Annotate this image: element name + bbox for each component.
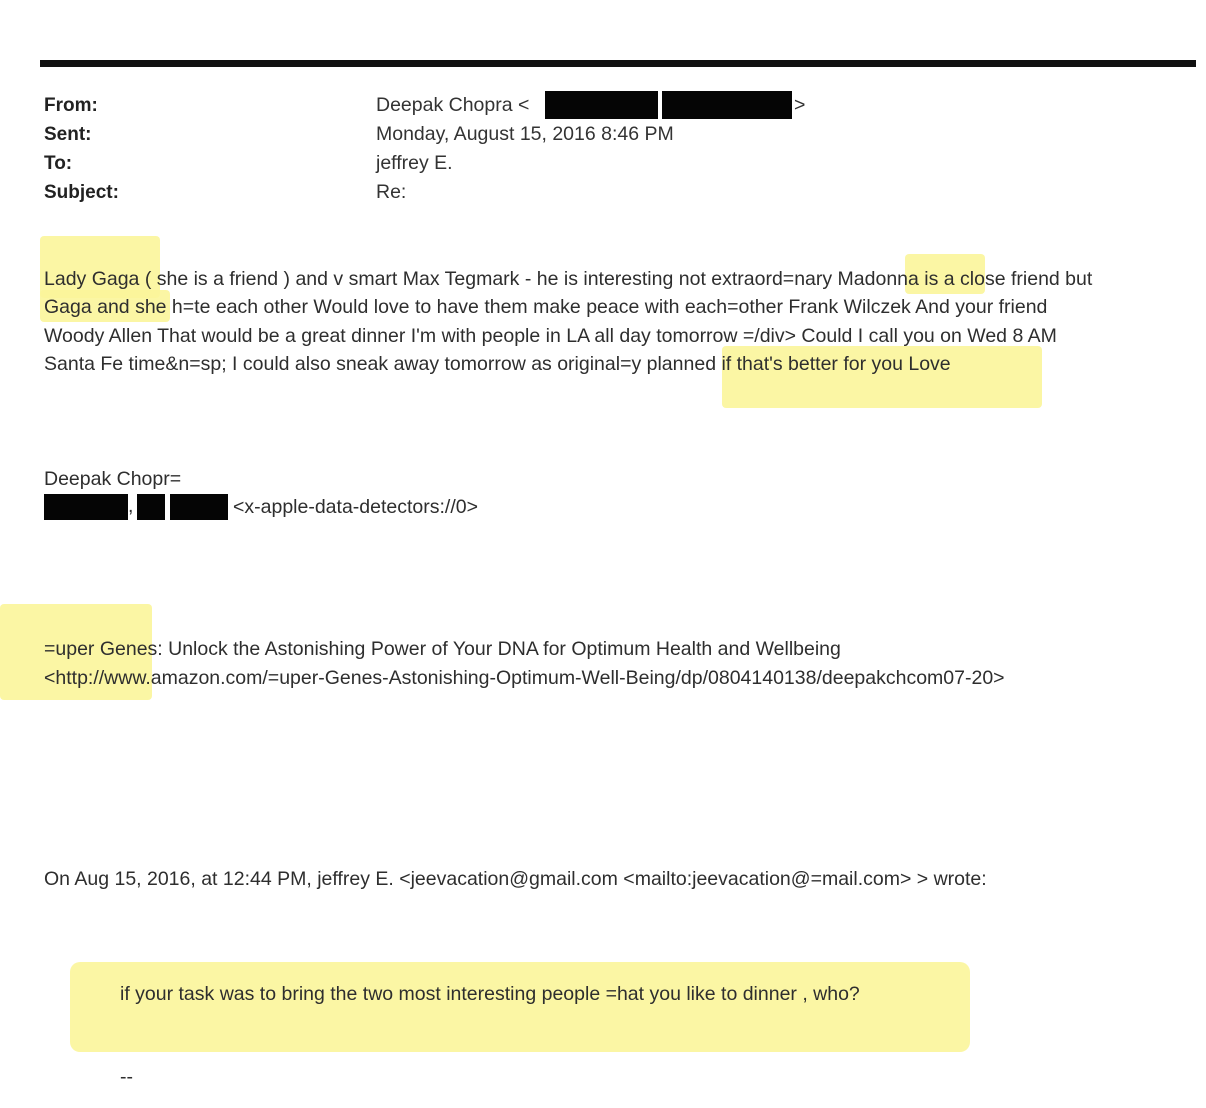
quote-text: if your task was to bring the two most interesting people =hat you like to dinner , who? — [120, 983, 860, 1005]
body-line: Gaga and she h=te each other Would love to have them make peace with each=other Frank Wilczek And your friend — [44, 296, 1048, 318]
subject-label: Subject: — [44, 182, 119, 203]
sent-value: Monday, August 15, 2016 8:46 PM — [376, 123, 674, 145]
signature-detector: <x-apple-data-detectors://0> — [233, 496, 478, 518]
from-label: From: — [44, 95, 98, 116]
subject-value: Re: — [376, 181, 407, 203]
body-line: Lady Gaga ( she is a friend ) and v smart Max Tegmark - he is interesting not extraord=nary Madonna is a close friend but — [44, 268, 1093, 290]
from-value-prefix: Deepak Chopra < — [376, 94, 530, 116]
quote-attribution: On Aug 15, 2016, at 12:44 PM, jeffrey E. <jeevacation@gmail.com <mailto:jeevacation@=mail.com> > wrote: — [44, 868, 987, 890]
book-link[interactable]: <http://www.amazon.com/=uper-Genes-Astonishing-Optimum-Well-Being/dp/0804140138/deepakchcom07-20> — [44, 667, 1005, 689]
sent-label: Sent: — [44, 124, 92, 145]
header-rule — [40, 60, 1196, 67]
signature-name: Deepak Chopr= — [44, 468, 182, 490]
book-title: =uper Genes: Unlock the Astonishing Power of Your DNA for Optimum Health and Wellbeing — [44, 638, 841, 660]
redaction-address-2 — [137, 494, 165, 520]
redaction-email-1 — [545, 91, 658, 119]
redaction-address-1 — [44, 494, 128, 520]
highlight-quote — [70, 962, 970, 1052]
to-value: jeffrey E. — [376, 152, 453, 174]
to-label: To: — [44, 153, 73, 174]
quote-dash: -- — [120, 1066, 133, 1088]
signature-comma: , — [128, 495, 134, 517]
body-line: Woody Allen That would be a great dinner I'm with people in LA all day tomorrow =/div> Could I call you on Wed 8 AM — [44, 325, 1057, 347]
redaction-address-3 — [170, 494, 228, 520]
from-value-suffix: > — [794, 94, 806, 116]
body-line: Santa Fe time&n=sp; I could also sneak away tomorrow as original=y planned if that's better for you Love — [44, 353, 951, 375]
redaction-email-2 — [662, 91, 792, 119]
